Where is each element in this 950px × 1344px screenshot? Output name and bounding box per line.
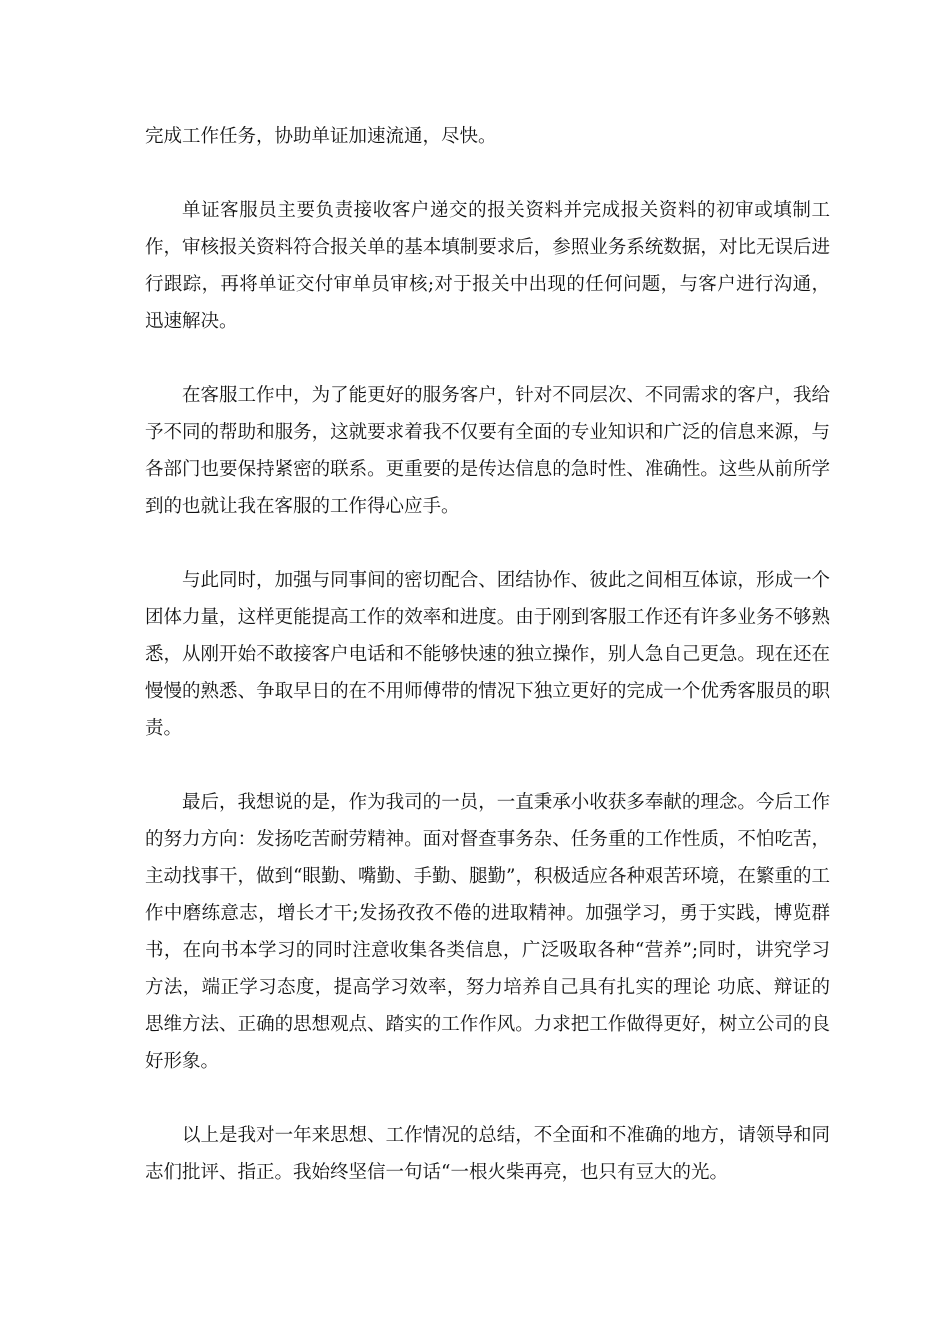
paragraph-1: 完成工作任务，协助单证加速流通，尽快。 — [145, 126, 497, 147]
paragraph-6: 以上是我对一年来思想、工作情况的总结，不全面和不准确的地方，请领导和同志们批评、指正。我始终坚信一句话“一根火柴再亮，也只有豆大的光。 — [145, 1125, 830, 1183]
paragraph-5: 最后，我想说的是，作为我司的一员，一直秉承小收获多奉献的理念。今后工作的努力方向：发扬吃苦耐劳精神。面对督查事务杂、任务重的工作性质，不怕吃苦，主动找事干，做到“眼勤、嘴勤、手勤、腿勤”，积极适应各种艰苦环境，在繁重的工作中磨练意志，增长才干;发扬孜孜不倦的进取精神。加强学习，勇于实践，博览群书，在向书本学习的同时注意收集各类信息，广泛吸取各种“营养”;同时，讲究学习方法，端正学习态度，提高学习效率，努力培养自己具有扎实的理论 功底、辩证的思维方法、正确的思想观点、踏实的工作作风。力求把工作做得更好，树立公司的良好形象。 — [145, 792, 830, 1072]
paragraph-2: 单证客服员主要负责接收客户递交的报关资料并完成报关资料的初审或填制工作，审核报关资料符合报关单的基本填制要求后，参照业务系统数据，对比无误后进行跟踪，再将单证交付审单员审核;对于报关中出现的任何问题，与客户进行沟通，迅速解决。 — [145, 200, 830, 332]
paragraph-3: 在客服工作中，为了能更好的服务客户，针对不同层次、不同需求的客户，我给予不同的帮助和服务，这就要求着我不仅要有全面的专业知识和广泛的信息来源，与各部门也要保持紧密的联系。更重要的是传达信息的急时性、准确性。这些从前所学到的也就让我在客服的工作得心应手。 — [145, 385, 830, 517]
paragraph-4: 与此同时，加强与同事间的密切配合、团结协作、彼此之间相互体谅，形成一个团体力量，这样更能提高工作的效率和进度。由于刚到客服工作还有许多业务不够熟悉，从刚开始不敢接客户电话和不能够快速的独立操作，别人急自己更急。现在还在慢慢的熟悉、争取早日的在不用师傅带的情况下独立更好的完成一个优秀客服员的职责。 — [145, 570, 830, 739]
document-body — [145, 118, 830, 1228]
